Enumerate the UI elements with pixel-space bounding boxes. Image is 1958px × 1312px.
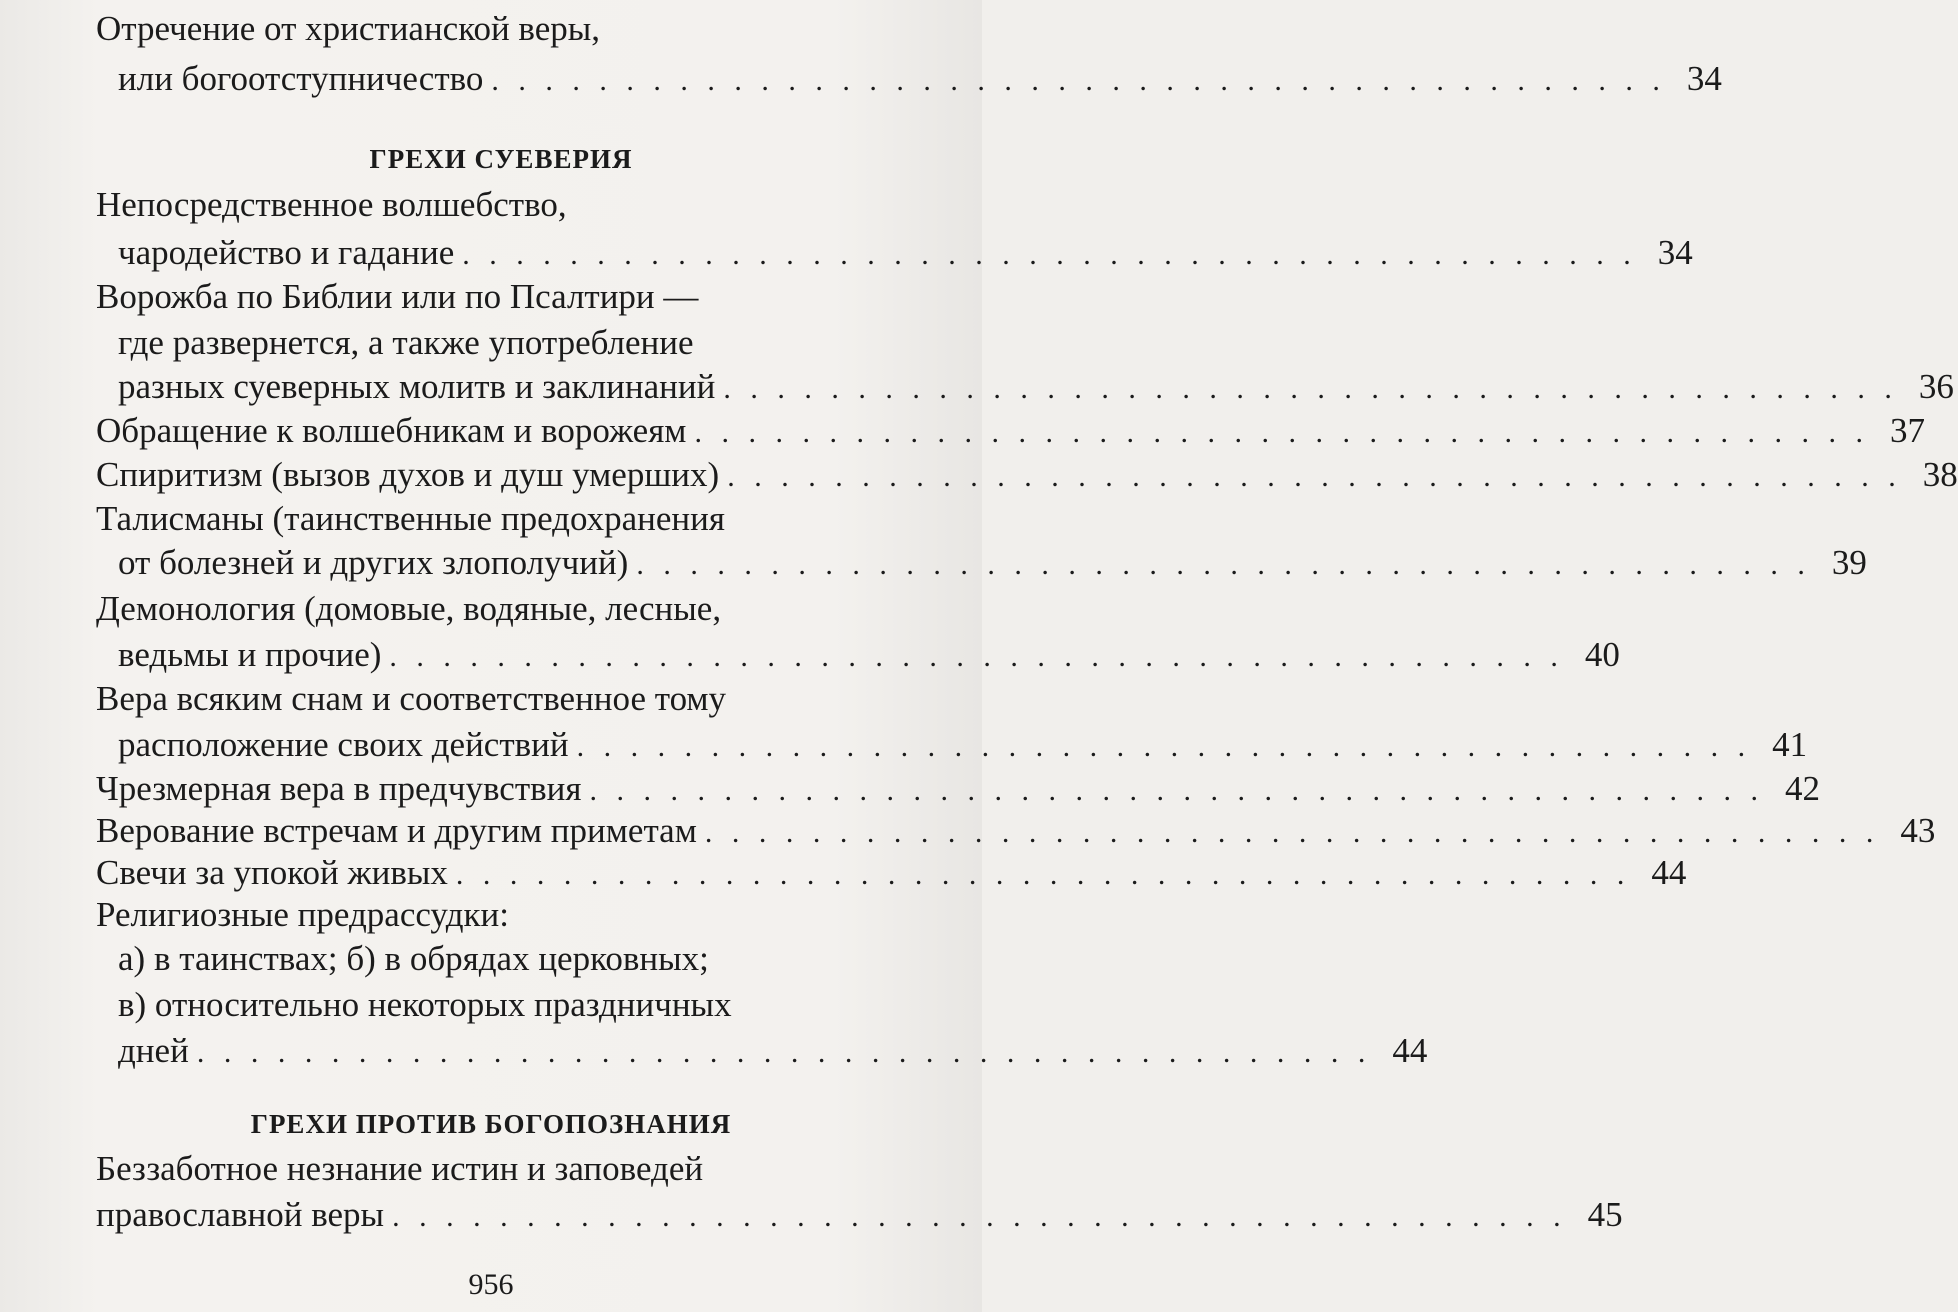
toc-entry-line: где развернется, а также употребление <box>118 323 694 362</box>
toc-entry-line: Ворожба по Библии или по Псалтири — <box>96 277 699 316</box>
dot-leader: . . . . . . . . . . . . . . . . . . . . . . . . . . . . . . . . . . . . . . . . . . . . <box>589 774 1764 807</box>
toc-entry-line: Демонология (домовые, водяные, лесные, <box>96 589 722 628</box>
toc-page-number: 40 <box>1584 635 1620 674</box>
toc-entry <box>96 454 1958 496</box>
toc-entry <box>96 1194 1623 1236</box>
toc-entry <box>96 768 1820 810</box>
toc-page-number: 45 <box>1587 1195 1623 1234</box>
toc-entry-text: православной веры <box>96 1195 385 1234</box>
toc-page-number: 34 <box>1657 233 1693 272</box>
toc-entry-text: Верование встречам и другим приметам <box>96 811 697 850</box>
section-heading: ГРЕХИ ПРОТИВ БОГОПОЗНАНИЯ <box>250 1109 732 1139</box>
toc-entry-line: Беззаботное незнание истин и заповедей <box>96 1149 704 1188</box>
dot-leader: . . . . . . . . . . . . . . . . . . . . . . . . . . . . . . . . . . . . . . . . . . . . <box>723 372 1898 405</box>
toc-entry-line: Отречение от христианской веры, <box>96 9 601 48</box>
toc-page-number: 42 <box>1784 769 1820 808</box>
toc-entry-line: а) в таинствах; б) в обрядах церковных; <box>118 939 709 978</box>
toc-entry-text: разных суеверных молитв и заклинаний <box>118 367 716 406</box>
dot-leader: . . . . . . . . . . . . . . . . . . . . . . . . . . . . . . . . . . . . . . . . . . . . <box>576 730 1752 763</box>
dot-leader: . . . . . . . . . . . . . . . . . . . . . . . . . . . . . . . . . . . . . . . . . . . . <box>455 858 1631 891</box>
dot-leader: . . . . . . . . . . . . . . . . . . . . . . . . . . . . . . . . . . . . . . . . . . . . <box>636 548 1811 581</box>
dot-leader: . . . . . . . . . . . . . . . . . . . . . . . . . . . . . . . . . . . . . . . . . . . . <box>704 816 1880 849</box>
toc-entry <box>96 852 1687 894</box>
toc-page-number: 43 <box>1900 811 1936 850</box>
toc-entry <box>96 810 1936 852</box>
dot-leader: . . . . . . . . . . . . . . . . . . . . . . . . . . . . . . . . . . . . . . . . . . . . <box>462 238 1637 271</box>
toc-entry <box>118 634 1620 676</box>
toc-entry-text: Спиритизм (вызов духов и душ умерших) <box>96 455 720 494</box>
toc-page-number: 39 <box>1831 543 1867 582</box>
toc-entry-line: Талисманы (таинственные предохранения <box>96 499 725 538</box>
dot-leader: . . . . . . . . . . . . . . . . . . . . . . . . . . . . . . . . . . . . . . . . . . . . <box>694 416 1869 449</box>
toc-entry-text: Свечи за упокой живых <box>96 853 448 892</box>
dot-leader: . . . . . . . . . . . . . . . . . . . . . . . . . . . . . . . . . . . . . . . . . . . . <box>196 1036 1372 1069</box>
toc-entry-line: в) относительно некоторых праздничных <box>118 985 732 1024</box>
toc-entry <box>96 410 1925 452</box>
toc-entry-text: или богоотступничество <box>118 59 484 98</box>
toc-entry <box>118 366 1954 408</box>
toc-page-number: 36 <box>1918 367 1954 406</box>
toc-entry-line: Вера всяким снам и соответственное тому <box>96 679 727 718</box>
toc-page-number: 37 <box>1889 411 1925 450</box>
toc-page-number: 44 <box>1651 853 1687 892</box>
page-number: 956 <box>468 1268 514 1301</box>
toc-entry-text: дней <box>118 1031 189 1070</box>
toc-entry-text: чародейство и гадание <box>118 233 455 272</box>
toc-entry-line: Непосредственное волшебство, <box>96 185 567 224</box>
toc-entry-text: Обращение к волшебникам и ворожеям <box>96 411 687 450</box>
toc-entry <box>118 724 1808 766</box>
toc-entry-text: ведьмы и прочие) <box>118 635 382 674</box>
toc-page-number: 41 <box>1772 725 1808 764</box>
toc-page-number: 44 <box>1392 1031 1428 1070</box>
toc-entry-text: от болезней и других злополучий) <box>118 543 629 582</box>
toc-page-number: 34 <box>1686 59 1722 98</box>
toc-entry-line: Религиозные предрассудки: <box>96 895 509 934</box>
section-heading: ГРЕХИ СУЕВЕРИЯ <box>369 144 633 174</box>
dot-leader: . . . . . . . . . . . . . . . . . . . . . . . . . . . . . . . . . . . . . . . . . . . . <box>392 1200 1567 1233</box>
dot-leader: . . . . . . . . . . . . . . . . . . . . . . . . . . . . . . . . . . . . . . . . . . . . <box>727 460 1902 493</box>
dot-leader: . . . . . . . . . . . . . . . . . . . . . . . . . . . . . . . . . . . . . . . . . . . . <box>389 640 1564 673</box>
toc-entry <box>118 542 1867 584</box>
toc-entry <box>118 58 1722 100</box>
toc-entry-text: расположение своих действий <box>118 725 569 764</box>
toc-entry-text: Чрезмерная вера в предчувствия <box>96 769 582 808</box>
toc-entry <box>118 232 1693 274</box>
toc-entry <box>118 1030 1428 1072</box>
toc-page-number: 38 <box>1922 455 1958 494</box>
dot-leader: . . . . . . . . . . . . . . . . . . . . . . . . . . . . . . . . . . . . . . . . . . . . <box>491 64 1666 97</box>
